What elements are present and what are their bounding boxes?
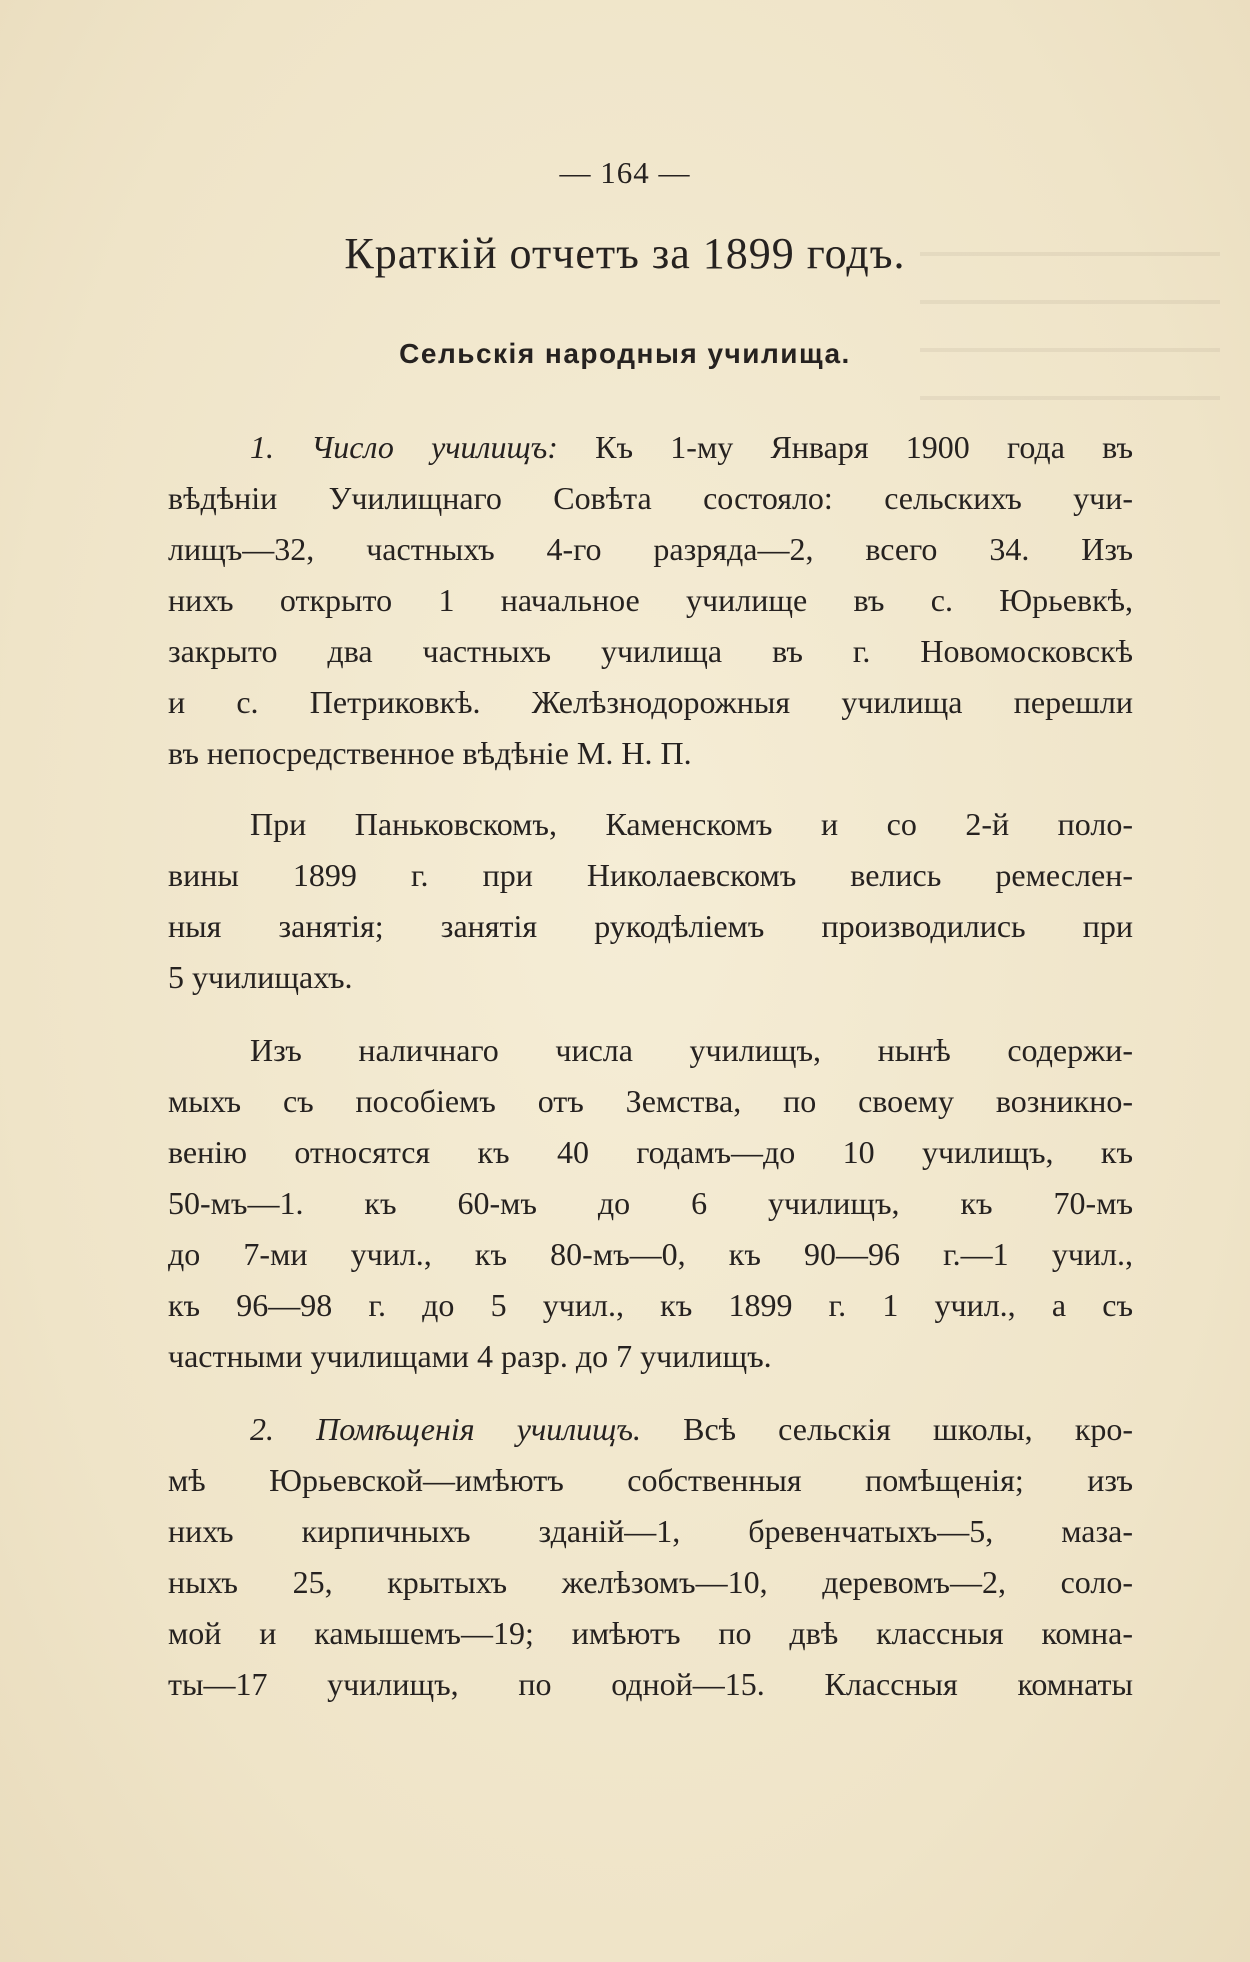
page-title: Краткій отчетъ за 1899 годъ.: [344, 229, 906, 278]
text-line: 50-мъ—1. къ 60-мъ до 6 училищъ, къ 70-мъ: [168, 1185, 1133, 1221]
text-line: нихъ кирпичныхъ зданій—1, бревенчатыхъ—5, маза-: [168, 1513, 1133, 1549]
section-heading: 2. Помѣщенія училищъ.: [250, 1411, 641, 1447]
section-heading: 1. Число училищъ:: [250, 429, 558, 465]
body-text: [168, 422, 1133, 1710]
section-subtitle: Сельскія народныя училища.: [399, 338, 851, 369]
text-line: мѣ Юрьевской—имѣютъ собственныя помѣщенія; изъ: [168, 1462, 1133, 1498]
text-line: въ непосредственное вѣдѣніе М. Н. П.: [168, 735, 692, 771]
text-line: 5 училищахъ.: [168, 959, 353, 995]
text-line: лищъ—32, частныхъ 4-го разряда—2, всего 34. Изъ: [168, 531, 1133, 567]
text-line: частными училищами 4 разр. до 7 училищъ.: [168, 1338, 772, 1374]
paragraph-number-of-schools: [168, 422, 1133, 779]
paragraph-crafts: [168, 799, 1133, 1003]
page-number: — 164 —: [559, 155, 691, 190]
text-line: венію относятся къ 40 годамъ—до 10 училищъ, къ: [168, 1134, 1133, 1170]
text-line: 1. Число училищъ: Къ 1-му Января 1900 года въ: [250, 429, 1134, 465]
text-line: ныя занятія; занятія рукодѣліемъ производились при: [168, 908, 1133, 944]
text-line: къ 96—98 г. до 5 учил., къ 1899 г. 1 учил., а съ: [168, 1287, 1133, 1323]
text-line: ныхъ 25, крытыхъ желѣзомъ—10, деревомъ—2, соло-: [168, 1564, 1133, 1600]
text-line: закрыто два частныхъ училища въ г. Новомосковскѣ: [168, 633, 1133, 669]
text-line: ты—17 училищъ, по одной—15. Классныя комнаты: [168, 1666, 1133, 1702]
text-line: нихъ открыто 1 начальное училище въ с. Юрьевкѣ,: [168, 582, 1133, 618]
text-line: Изъ наличнаго числа училищъ, нынѣ содержи-: [250, 1032, 1133, 1068]
text-line: вѣдѣніи Училищнаго Совѣта состояло: сельскихъ учи-: [168, 480, 1133, 516]
text-line: 2. Помѣщенія училищъ. Всѣ сельскія школы, кро-: [250, 1411, 1134, 1447]
text-line: При Паньковскомъ, Каменскомъ и со 2-й поло-: [250, 806, 1133, 842]
paragraph-school-origins: [168, 1025, 1133, 1382]
text-line: до 7-ми учил., къ 80-мъ—0, къ 90—96 г.—1 учил.,: [168, 1236, 1133, 1272]
text-line: вины 1899 г. при Николаевскомъ велись ремеслен-: [168, 857, 1133, 893]
paragraph-school-premises: [168, 1404, 1133, 1710]
text-line: мой и камышемъ—19; имѣютъ по двѣ классныя комна-: [168, 1615, 1133, 1651]
text-line: и с. Петриковкѣ. Желѣзнодорожныя училища перешли: [168, 684, 1133, 720]
text-line: мыхъ съ пособіемъ отъ Земства, по своему возникно-: [168, 1083, 1133, 1119]
